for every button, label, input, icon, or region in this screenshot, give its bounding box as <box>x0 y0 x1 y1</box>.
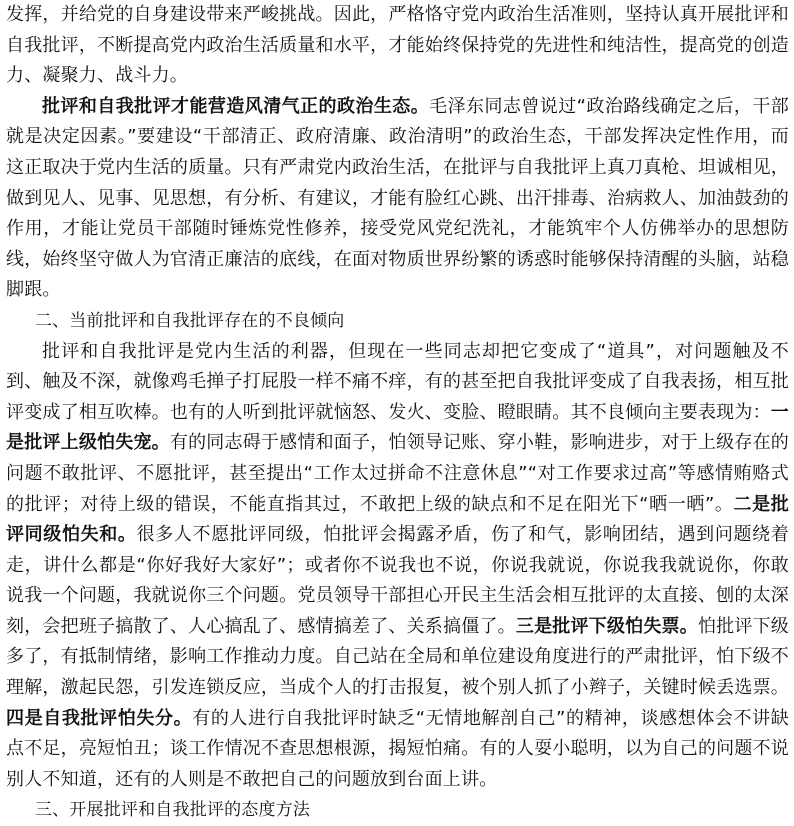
bold-lead-sentence: 批评和自我批评才能营造风清气正的政治生态。 <box>42 95 430 117</box>
paragraph-text: 有的人进行自我批评时缺乏“无情地解剖自己”的精神，谈感想体会不讲缺点不足，亮短怕丑；谈工作情况不查思想根源，揭短怕痛。有的人耍小聪明，以为自己的问题不说别人不知道，还有的人则是不敢把自己的问题放到台面上讲。 <box>6 707 790 790</box>
bold-point-two: 二是批评同级怕失和。 <box>6 493 789 546</box>
section-heading-two <box>6 306 789 337</box>
heading-text: 二、当前批评和自我批评存在的不良倾向 <box>34 310 345 331</box>
paragraph-text: 发挥，并给党的自身建设带来严峻挑战。因此，严格恪守党内政治生活准则，坚持认真开展批评和自我批评，不断提高党内政治生活质量和水平，才能始终保持党的先进性和纯洁性，提高党的创造力、凝聚力、战斗力。 <box>6 4 789 87</box>
paragraph-bad-tendencies <box>6 337 789 796</box>
bold-point-one: 一是批评上级怕失宠。 <box>6 401 789 454</box>
section-heading-three <box>6 795 789 826</box>
paragraph-intro <box>6 0 789 92</box>
paragraph-text: 有的同志碍于感情和面子，怕领导记账、穿小鞋，影响进步，对于上级存在的问题不敢批评、不愿批评，甚至提出“工作太过拼命不注意休息”“对工作要求过高”等感情贿赂式的批评；对待上级的错误，不能直指其过，不敢把上级的缺点和不足在阳光下“晒一晒”。 <box>6 432 789 515</box>
heading-text: 三、开展批评和自我批评的态度方法 <box>34 800 311 821</box>
paragraph-text: 批评和自我批评是党内生活的利器，但现在一些同志却把它变成了“道具”，对问题触及不到、触及不深，就像鸡毛掸子打屁股一样不痛不痒，有的甚至把自我批评变成了自我表扬，相互批评变成了相互吹棒。也有的人听到批评就恼怒、发火、变脸、瞪眼睛。其不良倾向主要表现为： <box>6 340 789 423</box>
bold-point-three: 三是批评下级怕失票。 <box>515 615 698 637</box>
paragraph-text: 很多人不愿批评同级，怕批评会揭露矛盾，伤了和气，影响团结，遇到问题绕着走，讲什么都是“你好我好大家好”；或者你不说我也不说，你说我就说，你说我我就说你，你敢说我一个问题，我就说你三个问题。党员领导干部担心开民主生活会相互批评的太直接、刨的太深刻，会把班子搞散了、人心搞乱了、感情搞差了、关系搞僵了。 <box>6 524 789 637</box>
paragraph-text: 怕批评下级多了，有抵制情绪，影响工作推动力度。自己站在全局和单位建设角度进行的严肃批评，怕下级不理解，激起民怨，引发连锁反应，当成个人的打击报复，被个别人抓了小辫子，关键时候丢选票。 <box>6 615 789 699</box>
bold-point-four: 四是自我批评怕失分。 <box>6 707 193 729</box>
paragraph-text: 毛泽东同志曾说过“政治路线确定之后，干部就是决定因素。”要建设“干部清正、政府清廉、政治清明”的政治生态，干部发挥决定性作用，而这正取决于党内生活的质量。只有严肃党内政治生活，在批评与自我批评上真刀真枪、坦诚相见，做到见人、见事、见思想，有分析、有建议，才能有脸红心跳、出汗排毒、治病救人、加油鼓劲的作用，才能让党员干部随时锤炼党性修养，接受党风党纪洗礼，才能筑牢个人仿佛举办的思想防线，始终坚守做人为官清正廉洁的底线，在面对物质世界纷繁的诱惑时能够保持清醒的头脑，站稳脚跟。 <box>6 95 789 301</box>
paragraph-political-ecology <box>6 92 789 306</box>
